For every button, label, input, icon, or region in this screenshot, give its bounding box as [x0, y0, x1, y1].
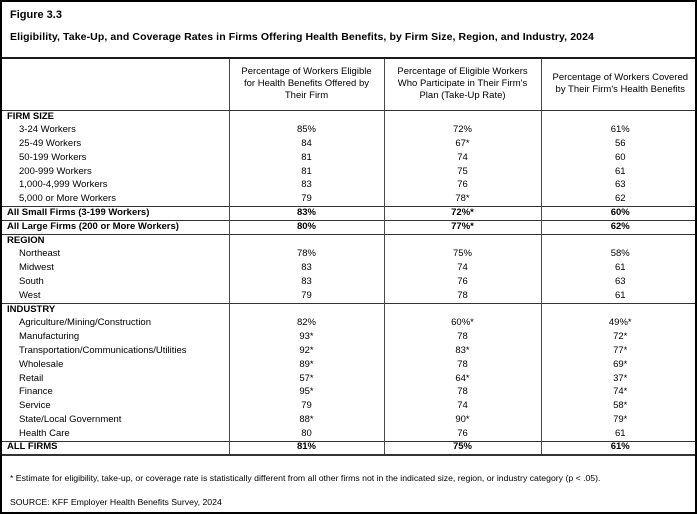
- value-cell: 75%: [384, 248, 541, 262]
- value-cell: 72%: [384, 124, 541, 138]
- table-header: [2, 58, 697, 110]
- table-row: [2, 386, 697, 400]
- value-cell: 77*: [541, 345, 697, 359]
- value-cell: 84: [229, 138, 384, 152]
- value-cell: 79: [229, 193, 384, 207]
- value-cell: 72%*: [384, 207, 541, 221]
- value-cell: 81%: [229, 441, 384, 455]
- value-cell: 89*: [229, 358, 384, 372]
- value-cell: 60%*: [384, 317, 541, 331]
- row-label-cell: All Large Firms (200 or More Workers): [7, 220, 179, 232]
- value-cell: 78: [384, 289, 541, 303]
- value-cell: 64*: [384, 372, 541, 386]
- table-row: [2, 207, 697, 221]
- value-cell: 88*: [229, 414, 384, 428]
- value-cell: 83*: [384, 345, 541, 359]
- row-label-cell: All Small Firms (3-199 Workers): [7, 207, 150, 219]
- figure-title: Eligibility, Take-Up, and Coverage Rates in Firms Offering Health Benefits, by Firm Size, Region, and Industry, 2024: [10, 31, 594, 43]
- table-row: [2, 165, 697, 179]
- row-label-cell: 5,000 or More Workers: [19, 192, 116, 204]
- value-cell: 61: [541, 427, 697, 441]
- value-cell: [229, 110, 384, 124]
- value-cell: 61: [541, 289, 697, 303]
- row-label-cell: Wholesale: [19, 358, 64, 370]
- column-header-eligibility: Percentage of Workers Eligible for Health Benefits Offered by Their Firm: [229, 58, 384, 110]
- table-body: [2, 110, 697, 455]
- value-cell: [384, 303, 541, 317]
- table-row: [2, 220, 697, 234]
- value-cell: [229, 234, 384, 248]
- table-row: [2, 234, 697, 248]
- table-row: [2, 427, 697, 441]
- value-cell: 60: [541, 151, 697, 165]
- notes-block: [2, 456, 695, 512]
- value-cell: 83%: [229, 207, 384, 221]
- table-row: [2, 441, 697, 455]
- value-cell: 58*: [541, 400, 697, 414]
- value-cell: 78: [384, 331, 541, 345]
- value-cell: 76: [384, 179, 541, 193]
- value-cell: 75: [384, 165, 541, 179]
- value-cell: 62: [541, 193, 697, 207]
- value-cell: 93*: [229, 331, 384, 345]
- value-cell: [541, 303, 697, 317]
- benefits-table: [2, 57, 697, 456]
- value-cell: 78: [384, 358, 541, 372]
- footnote: * Estimate for eligibility, take-up, or coverage rate is statistically different from all other firms not in the indicated size, region, or industry category (p < .05).: [10, 472, 601, 483]
- value-cell: 57*: [229, 372, 384, 386]
- value-cell: 74: [384, 151, 541, 165]
- value-cell: 63: [541, 276, 697, 290]
- value-cell: [229, 303, 384, 317]
- table-row: [2, 151, 697, 165]
- table-row: [2, 345, 697, 359]
- table-row: [2, 248, 697, 262]
- row-label-cell: REGION: [7, 234, 45, 246]
- value-cell: 69*: [541, 358, 697, 372]
- value-cell: 85%: [229, 124, 384, 138]
- value-cell: 62%: [541, 220, 697, 234]
- table-row: [2, 262, 697, 276]
- row-label-cell: Finance: [19, 386, 53, 398]
- table-row: [2, 331, 697, 345]
- table-row: [2, 317, 697, 331]
- value-cell: 61%: [541, 441, 697, 455]
- value-cell: 74: [384, 400, 541, 414]
- value-cell: 95*: [229, 386, 384, 400]
- value-cell: 61%: [541, 124, 697, 138]
- value-cell: 79: [229, 289, 384, 303]
- value-cell: 75%: [384, 441, 541, 455]
- row-label-cell: ALL FIRMS: [7, 441, 58, 453]
- table-row: [2, 124, 697, 138]
- value-cell: 81: [229, 165, 384, 179]
- value-cell: 74: [384, 262, 541, 276]
- figure-label: Figure 3.3: [10, 9, 62, 21]
- title-block: [2, 2, 695, 57]
- value-cell: 37*: [541, 372, 697, 386]
- row-label-cell: West: [19, 289, 41, 301]
- row-label-cell: Transportation/Communications/Utilities: [19, 344, 187, 356]
- value-cell: 61: [541, 262, 697, 276]
- table-row: [2, 193, 697, 207]
- table-row: [2, 414, 697, 428]
- value-cell: 61: [541, 165, 697, 179]
- value-cell: [541, 234, 697, 248]
- table-row: [2, 179, 697, 193]
- row-label-cell: Manufacturing: [19, 331, 80, 343]
- table-row: [2, 110, 697, 124]
- header-row: [2, 58, 697, 110]
- column-header-takeup: Percentage of Eligible Workers Who Participate in Their Firm's Plan (Take-Up Rate): [384, 58, 541, 110]
- row-label-cell: Service: [19, 400, 51, 412]
- row-label-cell: South: [19, 276, 44, 287]
- value-cell: 72*: [541, 331, 697, 345]
- table-row: [2, 289, 697, 303]
- value-cell: 78: [384, 386, 541, 400]
- column-header-coverage: Percentage of Workers Covered by Their Firm's Health Benefits: [541, 58, 697, 110]
- table-row: [2, 138, 697, 152]
- value-cell: 83: [229, 276, 384, 290]
- value-cell: 49%*: [541, 317, 697, 331]
- value-cell: 80: [229, 427, 384, 441]
- value-cell: 56: [541, 138, 697, 152]
- row-label-cell: FIRM SIZE: [7, 110, 54, 122]
- row-label-cell: State/Local Government: [19, 413, 122, 425]
- value-cell: 81: [229, 151, 384, 165]
- row-label-cell: 25-49 Workers: [19, 138, 82, 150]
- row-label-cell: 3-24 Workers: [19, 124, 76, 136]
- row-label-cell: Retail: [19, 372, 44, 384]
- row-label-cell: Midwest: [19, 262, 54, 274]
- value-cell: 60%: [541, 207, 697, 221]
- value-cell: 76: [384, 427, 541, 441]
- value-cell: 92*: [229, 345, 384, 359]
- value-cell: [541, 110, 697, 124]
- table-row: [2, 303, 697, 317]
- table-row: [2, 358, 697, 372]
- value-cell: 76: [384, 276, 541, 290]
- value-cell: 78*: [384, 193, 541, 207]
- table-row: [2, 400, 697, 414]
- corner-cell: [2, 58, 229, 110]
- row-label-cell: 200-999 Workers: [19, 165, 92, 177]
- value-cell: 67*: [384, 138, 541, 152]
- value-cell: [384, 234, 541, 248]
- value-cell: 90*: [384, 414, 541, 428]
- value-cell: 79*: [541, 414, 697, 428]
- row-label-cell: 1,000-4,999 Workers: [19, 179, 108, 191]
- table-row: [2, 372, 697, 386]
- value-cell: 82%: [229, 317, 384, 331]
- row-label-cell: INDUSTRY: [7, 303, 56, 315]
- value-cell: 79: [229, 400, 384, 414]
- value-cell: 77%*: [384, 220, 541, 234]
- row-label-cell: Agriculture/Mining/Construction: [19, 317, 152, 329]
- value-cell: 78%: [229, 248, 384, 262]
- value-cell: 58%: [541, 248, 697, 262]
- value-cell: 83: [229, 262, 384, 276]
- value-cell: 83: [229, 179, 384, 193]
- row-label-cell: 50-199 Workers: [19, 151, 87, 163]
- row-label-cell: Northeast: [19, 248, 61, 260]
- table-row: [2, 276, 697, 290]
- source-line: SOURCE: KFF Employer Health Benefits Survey, 2024: [10, 496, 222, 507]
- value-cell: 63: [541, 179, 697, 193]
- value-cell: 74*: [541, 386, 697, 400]
- value-cell: 80%: [229, 220, 384, 234]
- row-label-cell: Health Care: [19, 427, 70, 439]
- value-cell: [384, 110, 541, 124]
